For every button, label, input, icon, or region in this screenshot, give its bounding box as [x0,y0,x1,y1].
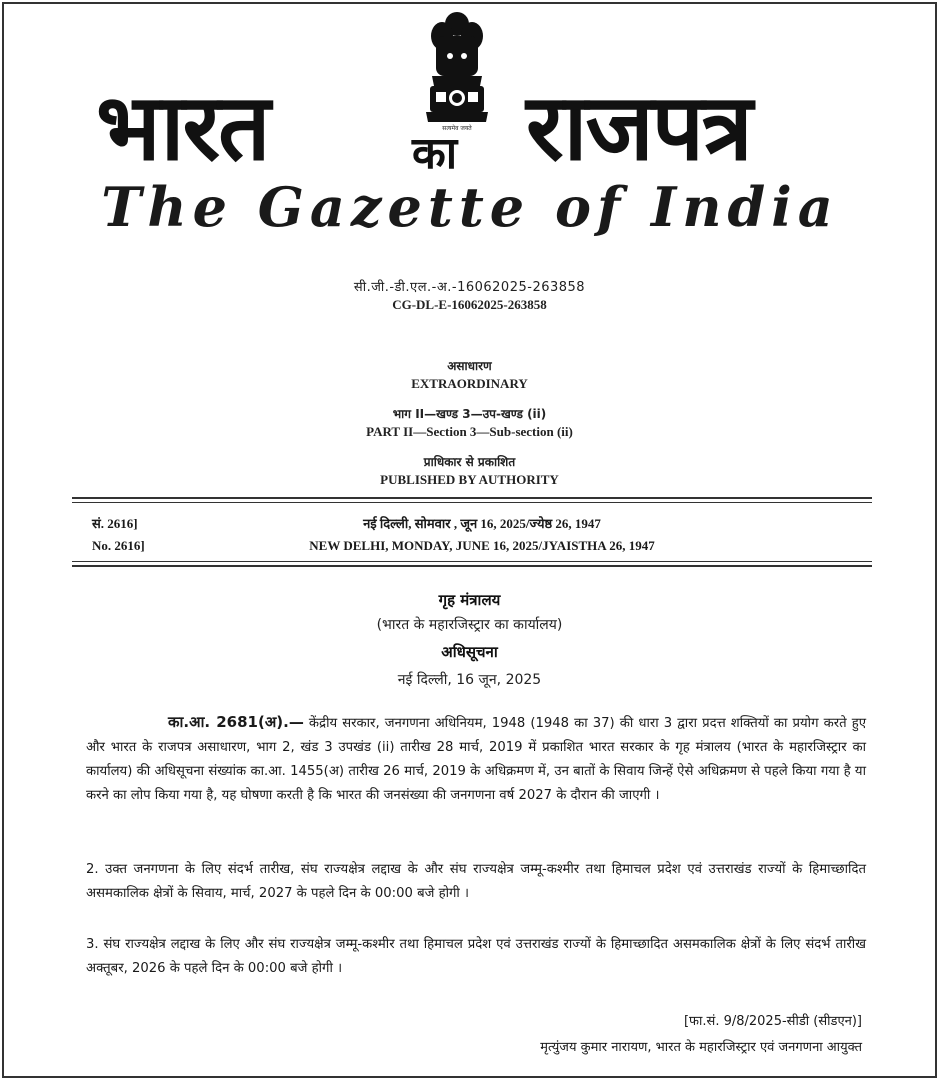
signatory: मृत्युंजय कुमार नारायण, भारत के महारजिस्ट्रार एवं जनगणना आयुक्त [540,1040,862,1055]
divider-rule [72,565,872,567]
authority-label-hindi: प्राधिकार से प्रकाशित [423,455,516,469]
divider-rule [72,497,872,499]
issue-row-hindi [92,514,872,532]
masthead-title-hindi-rajpatra: राजपत्र [526,74,751,181]
paragraph-1 [86,710,866,808]
notification-number: का.आ. 2681(अ).— [168,713,304,731]
divider-rule [72,561,872,562]
masthead-title-english: The Gazette of India [101,175,839,239]
extraordinary-label-hindi: असाधारण [447,359,492,373]
registration-code-english: CG-DL-E-16062025-263858 [392,297,547,312]
file-number: [फा.सं. 9/8/2025-सीडी (सीडएन)] [683,1014,862,1029]
part-label-english: PART II—Section 3—Sub-section (ii) [366,424,573,439]
national-emblem-icon [414,6,500,138]
masthead-title-hindi-bharat: भारत [96,74,269,181]
extraordinary-label-english: EXTRAORDINARY [411,376,528,391]
divider-rule [72,502,872,503]
notification-heading: अधिसूचना [441,643,498,661]
paragraph-1-text: केंद्रीय सरकार, जनगणना अधिनियम, 1948 (1948 का 37) की धारा 3 द्वारा प्रदत्त शक्तियों का प्रयोग करते हुए और भारत के राजपत्र असाधारण, भाग 2, खंड 3 उपखंड (ii) तारीख 28 मार्च, 2019 में प्रकाशित भारत सरकार के गृह मंत्रालय (भारत के महारजिस्ट्रार का कार्यालय) की अधिसूचना संख्यांक का.आ. 1455(अ) तारीख 26 मार्च, 2019 के अधिक्रमण में, उन बातों के सिवाय जिन्हें ऐसे अधिक्रमण से पहले किया गया है या करने का लोप किया गया है, यह घोषणा करती है कि भारत की जनसंख्या की जनगणना वर्ष 2027 के दौरान की जाएगी । [86,716,866,803]
paragraph-2: 2. उक्त जनगणना के लिए संदर्भ तारीख, संघ राज्यक्षेत्र लद्दाख के और संघ राज्यक्षेत्र जम्मू-कश्मीर तथा हिमाचल प्रदेश एवं उत्तराखंड राज्यों के हिमाच्छादित असमकालिक क्षेत्रों के सिवाय, मार्च, 2027 के पहले दिन के 00:00 बजे होगी । [86,862,866,901]
issue-date-english: NEW DELHI, MONDAY, JUNE 16, 2025/JYAISTHA 26, 1947 [309,538,655,553]
paragraph-3: 3. संघ राज्यक्षेत्र लद्दाख के लिए और संघ राज्यक्षेत्र जम्मू-कश्मीर तथा हिमाचल प्रदेश एवं उत्तराखंड राज्यों के हिमाच्छादित असमकालिक क्षेत्रों के लिए संदर्भ तारीख अक्तूबर, 2026 के पहले दिन के 00:00 बजे होगी । [86,937,866,976]
issue-number-english: No. 2616] [92,538,145,553]
registration-code-hindi: सी.जी.-डी.एल.-अ.-16062025-263858 [353,280,586,295]
emblem-motto: सत्यमेव जयते [442,125,472,132]
part-label-hindi: भाग II—खण्ड 3—उप-खण्ड (ii) [392,407,547,421]
masthead-title-hindi-ka: का [412,128,458,179]
issue-row-english [92,538,872,556]
issue-number-hindi: सं. 2616] [92,516,138,531]
place-and-date: नई दिल्ली, 16 जून, 2025 [397,672,542,688]
issue-date-hindi: नई दिल्ली, सोमवार , जून 16, 2025/ज्येष्ठ 26, 1947 [363,516,601,531]
ministry-name: गृह मंत्रालय [438,591,501,609]
authority-label-english: PUBLISHED BY AUTHORITY [380,472,559,487]
office-name: (भारत के महारजिस्ट्रार का कार्यालय) [376,617,563,633]
